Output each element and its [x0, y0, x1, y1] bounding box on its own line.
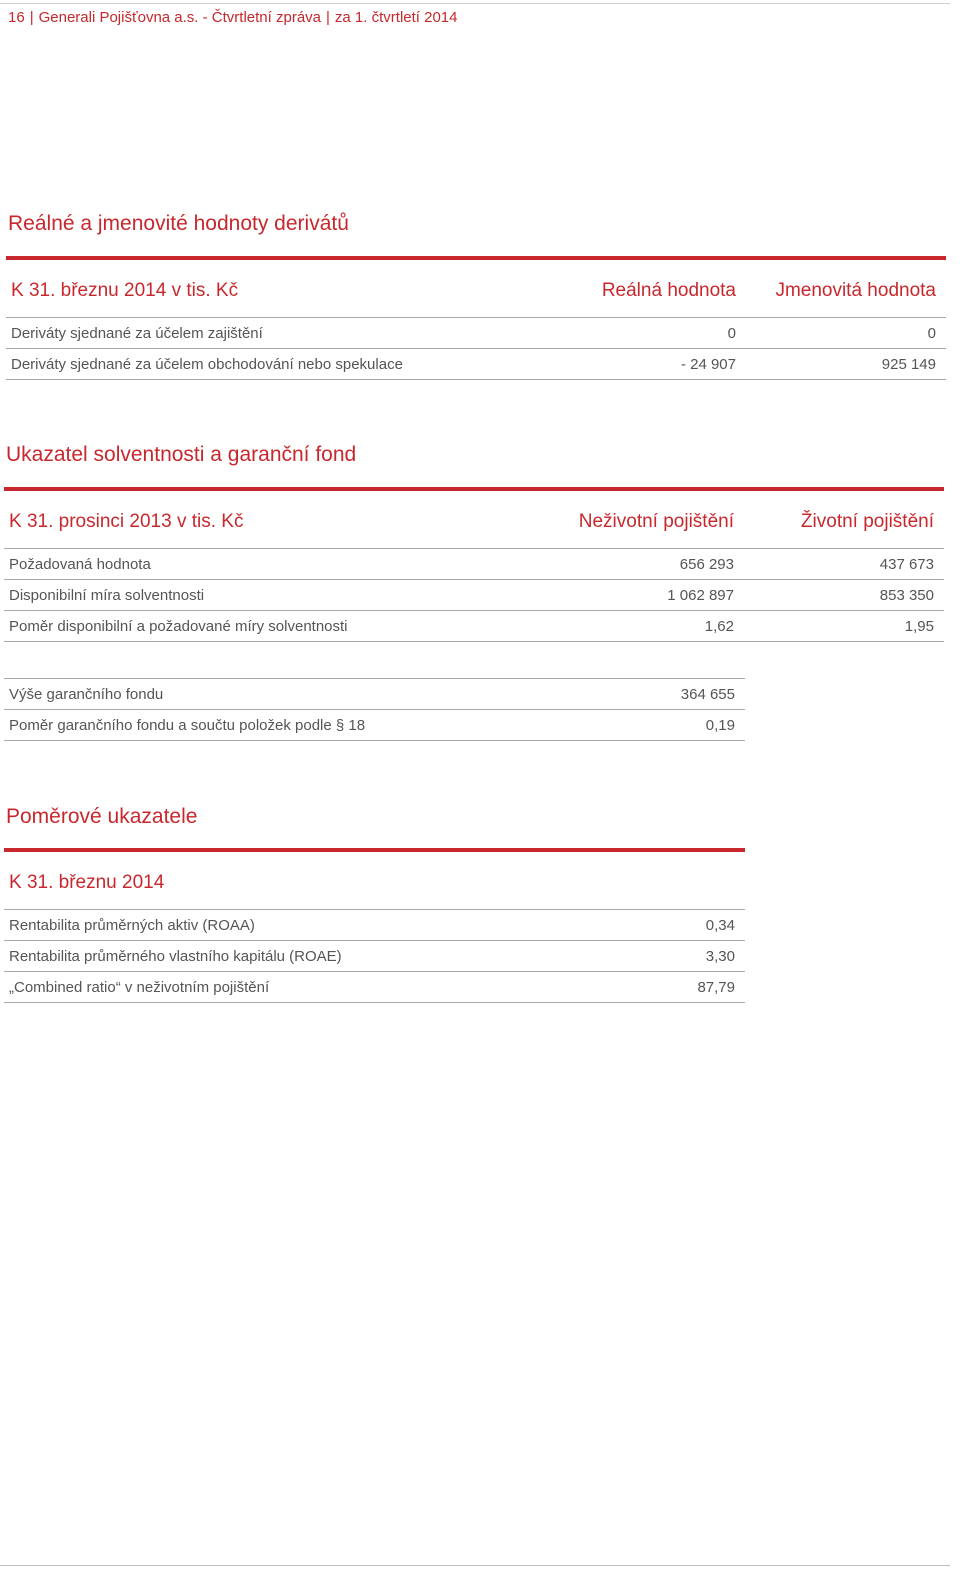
column-header: Jmenovitá hodnota: [746, 260, 946, 318]
report-period: za 1. čtvrtletí 2014: [334, 9, 458, 26]
top-rule: [0, 3, 950, 4]
cell-value: 364 655: [545, 679, 745, 710]
cell-value: 0: [746, 318, 946, 349]
table-row: [6, 318, 946, 349]
table-row: [4, 679, 745, 710]
cell-value: 925 149: [746, 349, 946, 380]
table-row: [4, 941, 745, 972]
table-row: [4, 549, 944, 580]
row-label: Deriváty sjednané za účelem obchodování nebo spekulace: [6, 349, 546, 380]
row-label: Deriváty sjednané za účelem zajištění: [6, 318, 546, 349]
ratios-table: [4, 852, 745, 1003]
derivatives-table: [6, 260, 946, 380]
row-label: Výše garančního fondu: [4, 679, 545, 710]
table-row: [6, 349, 946, 380]
page-number: 16: [8, 9, 25, 26]
cell-value: 87,79: [545, 972, 745, 1003]
cell-value: 437 673: [744, 549, 944, 580]
cell-value: 0,34: [545, 910, 745, 941]
cell-value: 656 293: [544, 549, 744, 580]
table-row: [4, 611, 944, 642]
row-label: Poměr disponibilní a požadované míry solventnosti: [4, 611, 544, 642]
row-label: Rentabilita průměrného vlastního kapitálu (ROAE): [4, 941, 545, 972]
column-header: K 31. březnu 2014: [4, 852, 545, 910]
header-separator: |: [29, 9, 34, 26]
solvency-table: [4, 491, 944, 642]
row-label: Poměr garančního fondu a součtu položek podle § 18: [4, 710, 545, 741]
table-header-row: [4, 491, 944, 549]
cell-value: 0,19: [545, 710, 745, 741]
cell-value: 1,62: [544, 611, 744, 642]
table-header-row: [6, 260, 946, 318]
header-separator-2: |: [326, 9, 330, 26]
report-name: - Čtvrtletní zpráva: [202, 9, 322, 26]
table-row: [4, 910, 745, 941]
derivatives-title: Reálné a jmenovité hodnoty derivátů: [8, 212, 349, 235]
table-header-row: [4, 852, 745, 910]
ratios-title: Poměrové ukazatele: [6, 805, 198, 828]
column-header: K 31. březnu 2014 v tis. Kč: [6, 260, 546, 318]
cell-value: 1,95: [744, 611, 944, 642]
table-row: [4, 710, 745, 741]
cell-value: 1 062 897: [544, 580, 744, 611]
cell-value: - 24 907: [546, 349, 746, 380]
row-label: Disponibilní míra solventnosti: [4, 580, 544, 611]
cell-value: 853 350: [744, 580, 944, 611]
table-row: [4, 580, 944, 611]
solvency-title: Ukazatel solventnosti a garanční fond: [6, 443, 357, 466]
column-header: Reálná hodnota: [546, 260, 746, 318]
company-name: Generali Pojišťovna a.s.: [38, 9, 199, 26]
page-header: [8, 8, 458, 28]
row-label: Rentabilita průměrných aktiv (ROAA): [4, 910, 545, 941]
column-header: Životní pojištění: [744, 491, 944, 549]
column-header-empty: [545, 852, 745, 910]
row-label: Požadovaná hodnota: [4, 549, 544, 580]
cell-value: 3,30: [545, 941, 745, 972]
column-header: Neživotní pojištění: [544, 491, 744, 549]
table-row: [4, 972, 745, 1003]
bottom-rule: [0, 1565, 950, 1566]
guarantee-fund-table: [4, 678, 745, 741]
row-label: „Combined ratio“ v neživotním pojištění: [4, 972, 545, 1003]
cell-value: 0: [546, 318, 746, 349]
column-header: K 31. prosinci 2013 v tis. Kč: [4, 491, 544, 549]
